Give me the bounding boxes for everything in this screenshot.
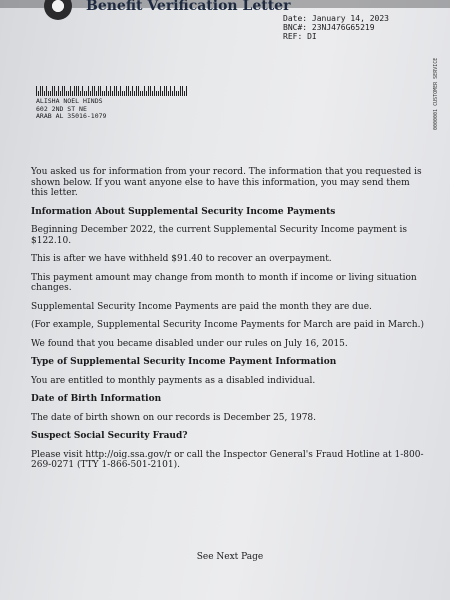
section-heading-payment-type: Type of Supplemental Security Income Payment Information bbox=[31, 357, 337, 367]
bnc-number: BNC#: 23NJ476G65219 bbox=[283, 23, 375, 32]
letter-meta bbox=[283, 14, 389, 41]
letter-date: Date: January 14, 2023 bbox=[283, 14, 389, 23]
recipient-address bbox=[36, 98, 106, 121]
withholding-paragraph: This is after we have withheld $91.40 to recover an overpayment. bbox=[31, 254, 332, 264]
intro-paragraph: You asked us for information from your record. The information that you requested is shown below. If you want anyone else to have this information, you may send them this letter. bbox=[31, 167, 422, 198]
payment-amount-paragraph: Beginning December 2022, the current Supplemental Security Income payment is $122.10. bbox=[31, 225, 407, 246]
payment-type-paragraph: You are entitled to monthly payments as a disabled individual. bbox=[31, 375, 316, 386]
recipient-street: 602 2ND ST NE bbox=[36, 104, 87, 113]
disability-date-paragraph: We found that you became disabled under our rules on July 16, 2015. bbox=[31, 338, 348, 349]
letter-title: Benefit Verification Letter bbox=[86, 0, 291, 14]
postal-barcode bbox=[36, 86, 200, 96]
fraud-hotline-paragraph: Please visit http://oig.ssa.gov/r or call the Inspector General's Fraud Hotline at 1-800-269-0271 (TTY 1-866-501-2101). bbox=[31, 449, 424, 470]
example-paragraph: (For example, Supplemental Security Income Payments for March are paid in March.) bbox=[31, 320, 424, 330]
letter-body bbox=[31, 167, 427, 479]
side-print-code: 0000001 CUSTOMER SERVICE bbox=[433, 57, 439, 130]
payment-timing-paragraph: Supplemental Security Income Payments are paid the month they are due. bbox=[31, 301, 372, 312]
recipient-name: ALISHA NOEL HINDS bbox=[36, 97, 103, 105]
section-heading-fraud: Suspect Social Security Fraud? bbox=[31, 431, 188, 441]
reference-code: REF: DI bbox=[283, 32, 317, 41]
recipient-city: ARAB AL 35016-1079 bbox=[36, 112, 107, 121]
section-heading-date-of-birth: Date of Birth Information bbox=[31, 394, 162, 404]
section-heading-ssi-payments: Information About Supplemental Security Income Payments bbox=[31, 206, 336, 217]
ssa-seal-icon bbox=[44, 0, 72, 20]
see-next-page-note: See Next Page bbox=[196, 552, 264, 562]
amount-change-paragraph: This payment amount may change from month to month if income or living situation changes. bbox=[31, 272, 417, 293]
date-of-birth-paragraph: The date of birth shown on our records is December 25, 1978. bbox=[31, 412, 317, 423]
